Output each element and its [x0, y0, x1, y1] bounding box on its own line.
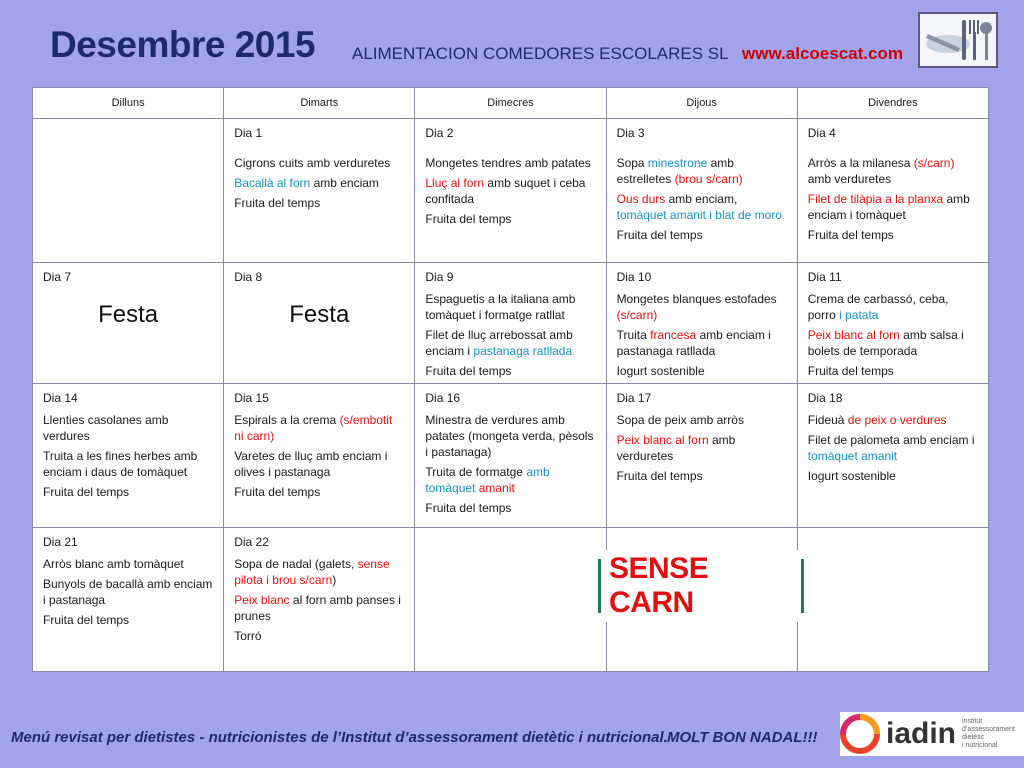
dietitian-note: Menú revisat per dietistes - nutricionistes de l’Institut d’assessorament dietètic i nutricional. [11, 729, 668, 746]
day-label: Dia 7 [43, 270, 72, 284]
day-cell [797, 384, 988, 528]
dish-text: de peix o verdures [847, 413, 947, 427]
dish-text: Sopa [616, 156, 648, 170]
dish-text: amb enciam [310, 176, 379, 190]
page-title: Desembre 2015 [50, 24, 316, 65]
day-cell [33, 528, 224, 672]
weekday-header-dimecres: Dimecres [415, 88, 606, 119]
menu-dish [234, 556, 404, 588]
day-cell [415, 384, 606, 528]
menu-dish [234, 592, 404, 624]
dish-text: tomàquet amanit i blat de moro [616, 208, 782, 222]
day-label: Dia 1 [234, 126, 263, 140]
dish-text: minestrone [647, 156, 708, 170]
menu-dish [808, 155, 978, 187]
menu-dish [808, 412, 978, 428]
weekday-header-dijous: Dijous [606, 88, 797, 119]
menu-dish [425, 155, 595, 171]
menu-dish [617, 468, 787, 484]
holiday-label: Festa [98, 301, 159, 328]
menu-dish [425, 363, 595, 379]
day-label: Dia 2 [425, 126, 454, 140]
dish-text: Truita [616, 328, 651, 342]
dish-text: Torró [234, 629, 262, 643]
day-label: Dia 14 [43, 391, 78, 405]
menu-dish [808, 363, 978, 379]
dish-text: pastanaga ratllada [473, 344, 573, 358]
dish-text: Fruita del temps [43, 613, 130, 627]
menu-dish [808, 468, 978, 484]
menu-dish [43, 612, 213, 628]
menu-dish [808, 227, 978, 243]
dish-text: amb suquet i ceba confitada [425, 176, 586, 206]
dish-text: Fideuà [807, 413, 848, 427]
menu-dish [617, 432, 787, 464]
menu-dish [43, 484, 213, 500]
dish-text: (s/embotit ni carn) [234, 413, 393, 443]
dish-text: Fruita del temps [234, 196, 321, 210]
dish-text: Fruita del temps [43, 485, 130, 499]
day-label: Dia 9 [425, 270, 454, 284]
dish-text: Lluç al forn [425, 176, 485, 190]
dish-text: amb enciam i tomàquet [807, 192, 970, 222]
day-label: Dia 10 [616, 270, 652, 284]
dish-text: Fruita del temps [425, 364, 512, 378]
weekday-header-dimarts: Dimarts [224, 88, 415, 119]
day-label: Dia 21 [43, 535, 78, 549]
iadin-emblem-icon [840, 714, 880, 754]
day-cell [797, 263, 988, 384]
dish-text: (brou s/carn) [674, 172, 743, 186]
dish-text: Sopa de peix amb arròs [616, 413, 744, 427]
menu-dish [234, 412, 404, 444]
dish-text: Fruita del temps [807, 228, 894, 242]
menu-dish [43, 412, 213, 444]
dish-text: amb verduretes [616, 433, 736, 463]
empty-day-cell [415, 528, 606, 672]
menu-dish [234, 195, 404, 211]
holiday-wish: MOLT BON NADAL!!! [667, 729, 818, 746]
empty-day-cell [33, 119, 224, 263]
dish-text: amb estrelletes [616, 156, 734, 186]
menu-dish [234, 448, 404, 480]
dish-text: Truita a les fines herbes amb enciam i daus de tomàquet [43, 449, 198, 479]
day-label: Dia 4 [807, 126, 836, 140]
menu-dish [425, 291, 595, 323]
dish-text: Peix blanc al forn [807, 328, 900, 342]
dish-text: Truita de formatge [425, 465, 527, 479]
menu-dish [617, 412, 787, 428]
menu-dish [425, 464, 595, 496]
dish-text: Iogurt sostenible [807, 469, 896, 483]
dish-text: Filet de tilàpia a la planxa [807, 192, 944, 206]
iadin-subtitle: institut d’assessorament dietètic i nutricional [962, 718, 1015, 749]
dish-text: Filet de palometa amb enciam i [807, 433, 975, 447]
day-cell [224, 119, 415, 263]
dish-text: Arròs blanc amb tomàquet [43, 557, 184, 571]
calendar-body [33, 119, 989, 672]
dish-text: amanit [475, 481, 515, 495]
day-cell [415, 119, 606, 263]
dish-text: Sopa de nadal (galets, [234, 557, 358, 571]
dish-text: Espirals a la crema [234, 413, 340, 427]
menu-dish [808, 191, 978, 223]
menu-dish [617, 327, 787, 359]
day-cell [33, 384, 224, 528]
badge-label: SENSE CARN [601, 550, 801, 622]
iadin-wordmark: iadin [886, 717, 957, 750]
dish-text: amb enciam i pastanaga ratllada [616, 328, 771, 358]
menu-dish [43, 576, 213, 608]
dish-text: al forn amb panses i prunes [234, 593, 401, 623]
day-label: Dia 18 [807, 391, 843, 405]
dish-text: Fruita del temps [616, 469, 703, 483]
day-label: Dia 11 [807, 270, 842, 284]
menu-dish [617, 191, 787, 223]
empty-day-cell [797, 528, 988, 672]
website-link[interactable]: www.alcoescat.com [742, 44, 903, 63]
menu-dish [617, 155, 787, 187]
dish-text: francesa [650, 328, 697, 342]
dish-text: Varetes de lluç amb enciam i olives i pastanaga [234, 449, 388, 479]
day-cell [606, 119, 797, 263]
dish-text: amb tomàquet [425, 465, 550, 495]
holiday-label: Festa [289, 301, 350, 328]
dish-text: Arròs a la milanesa [807, 156, 914, 170]
weekday-header-divendres: Divendres [797, 88, 988, 119]
menu-dish [425, 500, 595, 516]
dish-text: Mongetes tendres amb patates [425, 156, 591, 170]
dish-text: amb salsa i bolets de temporada [807, 328, 964, 358]
day-label: Dia 17 [616, 391, 652, 405]
dish-text: Fruita del temps [807, 364, 894, 378]
dish-text: Mongetes blanques estofades [616, 292, 777, 306]
menu-dish [808, 327, 978, 359]
cutlery-icon [918, 12, 998, 68]
dish-text: Fruita del temps [425, 212, 512, 226]
dish-text: Bunyols de bacallà amb enciam i pastanaga [43, 577, 213, 607]
menu-dish [808, 291, 978, 323]
dish-text: Peix blanc [234, 593, 290, 607]
dish-text: sense pilota i brou s/carn [234, 557, 390, 587]
dish-text: (s/carn) [616, 308, 658, 322]
dish-text: Bacallà al forn [234, 176, 311, 190]
dish-text: Filet de lluç arrebossat amb enciam i [425, 328, 573, 358]
menu-dish [617, 291, 787, 323]
dish-text: amb enciam, [665, 192, 738, 206]
company-name: ALIMENTACION COMEDORES ESCOLARES SL [352, 44, 729, 63]
dish-text: Ous durs [616, 192, 666, 206]
iadin-logo-icon [840, 712, 1024, 756]
dish-text: Cigrons cuits amb verduretes [234, 156, 391, 170]
menu-dish [234, 628, 404, 644]
dish-text: amb verduretes [807, 172, 892, 186]
menu-dish [808, 432, 978, 464]
menu-dish [425, 211, 595, 227]
menu-dish [43, 448, 213, 480]
menu-dish [617, 363, 787, 379]
week-row [33, 263, 989, 384]
menu-dish [425, 327, 595, 359]
day-cell [224, 528, 415, 672]
dish-text: (s/carn) [913, 156, 955, 170]
day-cell [606, 263, 797, 384]
menu-dish [234, 175, 404, 191]
menu-dish [234, 155, 404, 171]
menu-dish [425, 412, 595, 460]
dish-text: ) [332, 573, 337, 587]
dish-text: Iogurt sostenible [616, 364, 705, 378]
dish-text: Espaguetis a la italiana amb tomàquet i formatge ratllat [425, 292, 576, 322]
day-cell [33, 263, 224, 384]
day-cell [415, 263, 606, 384]
day-label: Dia 3 [616, 126, 645, 140]
weekday-header-row [33, 88, 989, 119]
week-row [33, 528, 989, 672]
dish-text: Llenties casolanes amb verdures [43, 413, 169, 443]
dish-text: Fruita del temps [425, 501, 512, 515]
dish-text: Fruita del temps [234, 485, 321, 499]
menu-calendar [32, 87, 989, 672]
sense-carn-badge [598, 552, 804, 619]
dish-text: Crema de carbassó, ceba, porro [807, 292, 949, 322]
menu-dish [234, 484, 404, 500]
dish-text: tomàquet amanit [807, 449, 898, 463]
dish-text: Fruita del temps [616, 228, 703, 242]
dish-text: Minestra de verdures amb patates (mongeta verda, pèsols i pastanaga) [425, 413, 594, 459]
week-row [33, 119, 989, 263]
week-row [33, 384, 989, 528]
dish-text: i patata [839, 308, 879, 322]
day-cell [224, 263, 415, 384]
day-label: Dia 8 [234, 270, 263, 284]
day-label: Dia 16 [425, 391, 461, 405]
menu-dish [617, 227, 787, 243]
menu-dish [43, 556, 213, 572]
day-label: Dia 22 [234, 535, 269, 549]
menu-dish [425, 175, 595, 207]
dish-text: Peix blanc al forn [616, 433, 709, 447]
day-cell [797, 119, 988, 263]
day-label: Dia 15 [234, 391, 269, 405]
day-cell [606, 384, 797, 528]
day-cell [224, 384, 415, 528]
weekday-header-dilluns: Dilluns [33, 88, 224, 119]
